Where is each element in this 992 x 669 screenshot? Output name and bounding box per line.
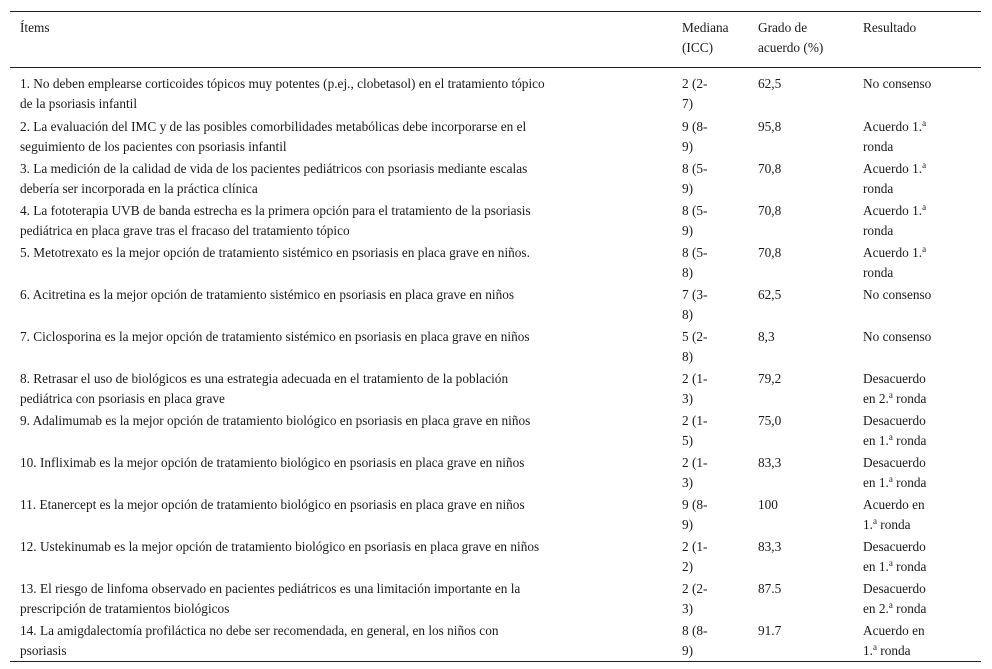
agreement-cell: 83,3	[758, 538, 782, 554]
result-ordinal-sup: a	[872, 641, 877, 652]
agreement-cell: 62,5	[758, 76, 782, 91]
median-line2: 8)	[682, 348, 694, 364]
median-line2: 3)	[682, 390, 694, 406]
item-text-line2: prescripción de tratamientos biológicos	[20, 600, 230, 616]
item-cell	[10, 158, 672, 200]
header-agreement-line2: acuerdo (%)	[758, 40, 824, 55]
result-line2-suffix: ronda	[892, 432, 927, 448]
agreement-cell: 62,5	[758, 286, 782, 302]
median-line1: 8 (5-	[682, 202, 708, 218]
result-line1: Acuerdo 1.	[863, 244, 923, 260]
result-line1: Desacuerdo	[863, 370, 926, 386]
item-text-line2: debería ser incorporada en la práctica clínica	[20, 180, 258, 196]
median-cell	[672, 200, 748, 242]
median-line1: 7 (3-	[682, 286, 708, 302]
header-result: Resultado	[863, 20, 917, 35]
result-ordinal-sup: a	[922, 117, 927, 128]
item-cell	[10, 578, 672, 620]
median-cell	[672, 578, 748, 620]
median-cell	[672, 284, 748, 326]
median-line2: 9)	[682, 222, 694, 238]
result-ordinal-sup: a	[888, 473, 893, 484]
result-cell	[853, 326, 981, 368]
result-cell	[853, 536, 981, 578]
result-line2-suffix: ronda	[892, 558, 927, 574]
result-ordinal-sup: a	[888, 557, 893, 568]
median-cell	[672, 494, 748, 536]
table-row	[10, 368, 981, 410]
median-cell	[672, 452, 748, 494]
item-cell	[10, 620, 672, 662]
header-items: Ítems	[20, 20, 50, 35]
result-cell	[853, 368, 981, 410]
median-line2: 5)	[682, 432, 694, 448]
agreement-cell: 79,2	[758, 370, 782, 386]
result-ordinal-sup: a	[888, 389, 893, 400]
result-line2: ronda	[863, 138, 894, 154]
result-line1: Desacuerdo	[863, 538, 926, 554]
result-line1: Desacuerdo	[863, 580, 926, 596]
agreement-cell: 83,3	[758, 454, 782, 470]
item-text-line1: 12. Ustekinumab es la mejor opción de tratamiento biológico en psoriasis en placa grave en niños	[20, 538, 540, 554]
median-line1: 9 (8-	[682, 496, 708, 512]
result-cell	[853, 200, 981, 242]
result-line2: 1.	[863, 516, 873, 532]
header-agreement-line1: Grado de	[758, 20, 808, 35]
table-header	[10, 12, 981, 68]
agreement-cell: 75,0	[758, 412, 782, 428]
result-line1: Acuerdo en	[863, 622, 925, 638]
header-median-line1: Mediana	[682, 20, 729, 35]
median-line1: 2 (1-	[682, 538, 708, 554]
median-cell	[672, 158, 748, 200]
result-line1: No consenso	[863, 76, 932, 91]
result-cell	[853, 494, 981, 536]
table-row	[10, 326, 981, 368]
median-line2: 3)	[682, 600, 694, 616]
result-line2: ronda	[863, 180, 894, 196]
item-cell	[10, 116, 672, 158]
table-row	[10, 452, 981, 494]
header-row	[10, 12, 981, 68]
table-row	[10, 116, 981, 158]
result-line2: ronda	[863, 222, 894, 238]
result-line2: 1.	[863, 642, 873, 658]
result-line2: en 1.	[863, 432, 889, 448]
item-cell	[10, 284, 672, 326]
item-cell	[10, 200, 672, 242]
item-text-line2: seguimiento de los pacientes con psoriasis infantil	[20, 138, 287, 154]
median-line2: 9)	[682, 138, 694, 154]
item-text-line1: 10. Infliximab es la mejor opción de tratamiento biológico en psoriasis en placa grave en niños	[20, 454, 525, 470]
result-cell	[853, 116, 981, 158]
median-cell	[672, 620, 748, 662]
item-cell	[10, 536, 672, 578]
consensus-table-container	[10, 11, 981, 662]
median-line1: 2 (1-	[682, 454, 708, 470]
agreement-cell: 70,8	[758, 244, 782, 260]
median-line2: 9)	[682, 642, 694, 658]
result-line2: en 2.	[863, 390, 889, 406]
result-ordinal-sup: a	[922, 243, 927, 254]
result-line2: en 1.	[863, 474, 889, 490]
median-line1: 8 (8-	[682, 622, 708, 638]
result-cell	[853, 410, 981, 452]
result-line2-suffix: ronda	[876, 642, 911, 658]
result-line1: No consenso	[863, 328, 932, 344]
median-cell	[672, 116, 748, 158]
header-median-line2: (ICC)	[682, 40, 714, 55]
result-cell	[853, 452, 981, 494]
result-line1: Desacuerdo	[863, 454, 926, 470]
result-line2-suffix: ronda	[892, 390, 927, 406]
median-line2: 9)	[682, 516, 694, 532]
result-line1: No consenso	[863, 286, 932, 302]
table-body	[10, 68, 981, 662]
result-line2: ronda	[863, 264, 894, 280]
agreement-cell: 100	[758, 496, 778, 512]
median-line1: 8 (5-	[682, 244, 708, 260]
result-line2-suffix: ronda	[876, 516, 911, 532]
agreement-cell: 87.5	[758, 580, 782, 596]
result-cell	[853, 284, 981, 326]
result-line2: en 2.	[863, 600, 889, 616]
agreement-cell: 8,3	[758, 328, 775, 344]
item-text-line2: pediátrica con psoriasis en placa grave	[20, 390, 225, 406]
item-cell	[10, 68, 672, 116]
item-text-line2: pediátrica en placa grave tras el fracaso del tratamiento tópico	[20, 222, 350, 238]
header-median	[672, 12, 748, 68]
table-row	[10, 68, 981, 116]
result-cell	[853, 68, 981, 116]
item-text-line1: 9. Adalimumab es la mejor opción de tratamiento biológico en psoriasis en placa grave en niños	[20, 412, 531, 428]
item-cell	[10, 494, 672, 536]
item-cell	[10, 452, 672, 494]
item-cell	[10, 242, 672, 284]
result-ordinal-sup: a	[872, 515, 877, 526]
item-cell	[10, 368, 672, 410]
item-cell	[10, 410, 672, 452]
result-line2: en 1.	[863, 558, 889, 574]
result-line1: Desacuerdo	[863, 412, 926, 428]
table-row	[10, 620, 981, 662]
table-row	[10, 158, 981, 200]
agreement-cell: 91.7	[758, 622, 782, 638]
agreement-cell: 70,8	[758, 160, 782, 176]
item-text-line1: 8. Retrasar el uso de biológicos es una estrategia adecuada en el tratamiento de la población	[20, 370, 509, 386]
table-row	[10, 494, 981, 536]
table-row	[10, 242, 981, 284]
median-cell	[672, 536, 748, 578]
result-line1: Acuerdo 1.	[863, 202, 923, 218]
median-line2: 2)	[682, 558, 694, 574]
median-cell	[672, 68, 748, 116]
result-line2-suffix: ronda	[892, 600, 927, 616]
agreement-cell: 70,8	[758, 202, 782, 218]
table-row	[10, 578, 981, 620]
consensus-table	[10, 11, 981, 662]
result-cell	[853, 158, 981, 200]
result-line1: Acuerdo en	[863, 496, 925, 512]
item-text-line1: 6. Acitretina es la mejor opción de tratamiento sistémico en psoriasis en placa grave en niños	[20, 286, 515, 302]
result-cell	[853, 242, 981, 284]
result-ordinal-sup: a	[888, 431, 893, 442]
table-row	[10, 200, 981, 242]
item-text-line2: de la psoriasis infantil	[20, 96, 138, 111]
item-text-line1: 1. No deben emplearse corticoides tópicos muy potentes (p.ej., clobetasol) en el tratamiento tópico	[20, 76, 545, 91]
median-cell	[672, 326, 748, 368]
item-text-line1: 7. Ciclosporina es la mejor opción de tratamiento sistémico en psoriasis en placa grave en niños	[20, 328, 530, 344]
header-agreement	[748, 12, 853, 68]
median-line2: 3)	[682, 474, 694, 490]
table-row	[10, 410, 981, 452]
result-cell	[853, 620, 981, 662]
median-line2: 7)	[682, 96, 694, 111]
median-line1: 5 (2-	[682, 328, 708, 344]
agreement-cell: 95,8	[758, 118, 782, 134]
item-text-line1: 13. El riesgo de linfoma observado en pacientes pediátricos es una limitación importante en la	[20, 580, 521, 596]
result-cell	[853, 578, 981, 620]
item-text-line1: 11. Etanercept es la mejor opción de tratamiento biológico en psoriasis en placa grave en niños	[20, 496, 525, 512]
result-line1: Acuerdo 1.	[863, 118, 923, 134]
median-cell	[672, 410, 748, 452]
median-line2: 8)	[682, 306, 694, 322]
median-line1: 9 (8-	[682, 118, 708, 134]
median-line2: 9)	[682, 180, 694, 196]
median-line1: 2 (1-	[682, 412, 708, 428]
median-cell	[672, 368, 748, 410]
table-row	[10, 284, 981, 326]
median-line1: 2 (2-	[682, 580, 708, 596]
item-text-line1: 2. La evaluación del IMC y de las posibles comorbilidades metabólicas debe incorporarse en el	[20, 118, 527, 134]
result-line1: Acuerdo 1.	[863, 160, 923, 176]
median-cell	[672, 242, 748, 284]
median-line1: 2 (1-	[682, 370, 708, 386]
result-line2-suffix: ronda	[892, 474, 927, 490]
item-text-line1: 4. La fototerapia UVB de banda estrecha es la primera opción para el tratamiento de la psoriasis	[20, 202, 531, 218]
median-line1: 8 (5-	[682, 160, 708, 176]
result-ordinal-sup: a	[888, 599, 893, 610]
median-line2: 8)	[682, 264, 694, 280]
table-row	[10, 536, 981, 578]
item-text-line1: 5. Metotrexato es la mejor opción de tratamiento sistémico en psoriasis en placa grave en niños.	[20, 244, 530, 260]
result-ordinal-sup: a	[922, 159, 927, 170]
item-text-line2: psoriasis	[20, 642, 67, 658]
result-ordinal-sup: a	[922, 201, 927, 212]
item-text-line1: 14. La amigdalectomía profiláctica no debe ser recomendada, en general, en los niños con	[20, 622, 499, 638]
median-line1: 2 (2-	[682, 76, 708, 91]
item-cell	[10, 326, 672, 368]
item-text-line1: 3. La medición de la calidad de vida de los pacientes pediátricos con psoriasis mediante escalas	[20, 160, 528, 176]
